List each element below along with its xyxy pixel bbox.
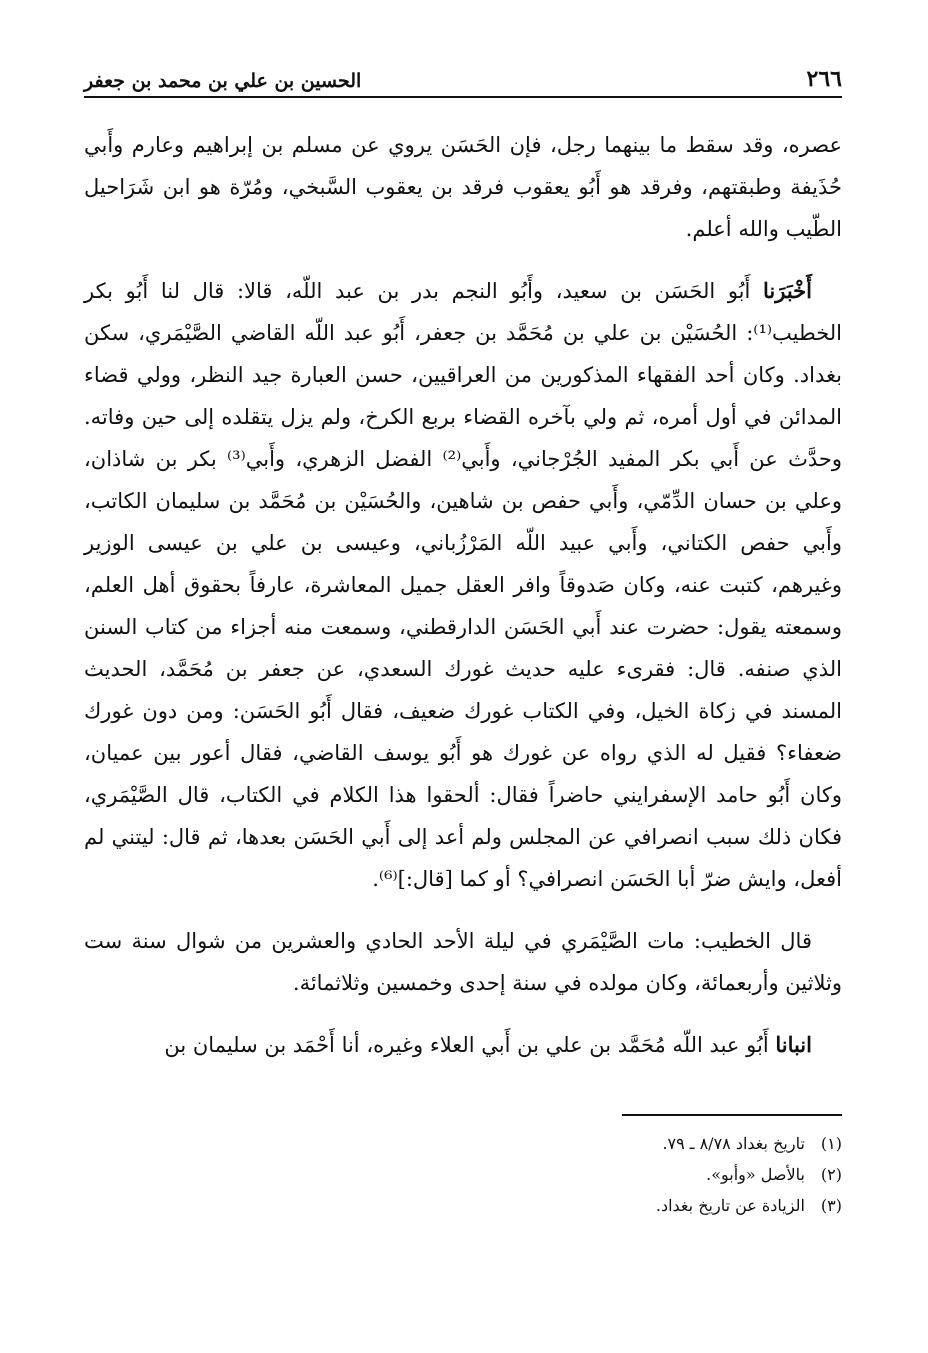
paragraph-lead: انبانا [775, 1032, 812, 1057]
footnote-item [84, 1190, 842, 1221]
paragraph-1 [84, 124, 842, 250]
footnote-number: (٢) [820, 1165, 842, 1184]
footnotes [84, 1128, 842, 1221]
main-text [84, 124, 842, 1066]
paragraph-text: عصره، وقد سقط ما بينهما رجل، فإن الحَسَن يروي عن مسلم بن إبراهيم وعارم وأَبي حُذَيفة وطبقتهم، وفرقد هو أَبُو يعقوب فرقد بن يعقوب السَّبخي، ومُرّة هو ابن شَرَاحيل الطّيب والله أعلم. [84, 133, 842, 241]
page-header [84, 52, 842, 98]
footnote-number: (١) [820, 1134, 842, 1153]
paragraph-4 [84, 1024, 842, 1066]
paragraph-lead: أَخْبَرَنا [763, 278, 812, 303]
paragraph-text: قال الخطيب: مات الصَّيْمَري في ليلة الأحد الحادي والعشرين من شوال سنة ست وثلاثين وأربعمائة، وكان مولده في سنة إحدى وخمسين وثلاثمائة. [84, 929, 842, 995]
footnote-text: بالأصل «وأبو». [706, 1165, 805, 1184]
footnote-divider [622, 1114, 842, 1116]
paragraph-3 [84, 920, 842, 1004]
footnote-item [84, 1128, 842, 1159]
paragraph-text: أَبُو عبد اللّه مُحَمَّد بن علي بن أَبي العلاء وغيره، أنا أَحْمَد بن سليمان بن [164, 1033, 776, 1057]
footnote-text: تاريخ بغداد ٨/٧٨ ـ ٧٩. [662, 1134, 805, 1153]
page-number: ٢٦٦ [806, 66, 842, 92]
running-title: الحسين بن علي بن محمد بن جعفر [84, 70, 362, 92]
footnote-number: (٣) [820, 1196, 842, 1215]
footnote-item [84, 1159, 842, 1190]
footnote-text: الزيادة عن تاريخ بغداد. [655, 1196, 805, 1215]
paragraph-2 [84, 270, 842, 900]
paragraph-text: أَبُو الحَسَن بن سعيد، وأَبُو النجم بدر بن عبد اللّه، قالا: قال لنا أَبُو بكر الخطيب⁽¹⁾: الحُسَيْن بن علي بن مُحَمَّد بن جعفر، أَبُو عبد اللّه القاضي الصَّيْمَري، سكن بغداد. وكان أحد الفقهاء المذكورين من العراقيين، حسن العبارة جيد النظر، وولي قضاء المدائن في أول أمره، ثم ولي بآخره القضاء بربع الكرخ، ولم يزل يتقلده إلى حين وفاته. وحدَّث عن أَبي بكر المفيد الجُرْجاني، وأَبي⁽²⁾ الفضل الزهري، وأَبي⁽³⁾ بكر بن شاذان، وعلي بن حسان الدِّمّي، وأَبي حفص بن شاهين، والحُسَيْن بن مُحَمَّد بن سليمان الكاتب، وأَبي حفص الكتاني، وأَبي عبيد اللّه المَرْزُباني، وعيسى بن علي بن عيسى الوزير وغيرهم، كتبت عنه، وكان صَدوقاً وافر العقل جميل المعاشرة، عارفاً بحقوق أهل العلم، وسمعته يقول: حضرت عند أَبي الحَسَن الدارقطني، وسمعت منه أجزاء من كتاب السنن الذي صنفه. قال: فقرىء عليه حديث غورك السعدي، عن جعفر بن مُحَمَّد، الحديث المسند في زكاة الخيل، وفي الكتاب غورك ضعيف، فقال أَبُو الحَسَن: ومن دون غورك ضعفاء؟ فقيل له الذي رواه عن غورك هو أَبُو يوسف القاضي، فقال أعور بين عميان، وكان أَبُو حامد الإسفرايني حاضراً فقال: ألحقوا هذا الكلام في الكتاب، قال الصَّيْمَري، فكان ذلك سبب انصرافي عن المجلس ولم أعد إلى أَبي الحَسَن بعدها، ثم قال: ليتني لم أفعل، وايش ضرّ أبا الحَسَن انصرافي؟ أو كما [قال:]⁽⁶⁾. [84, 279, 842, 891]
